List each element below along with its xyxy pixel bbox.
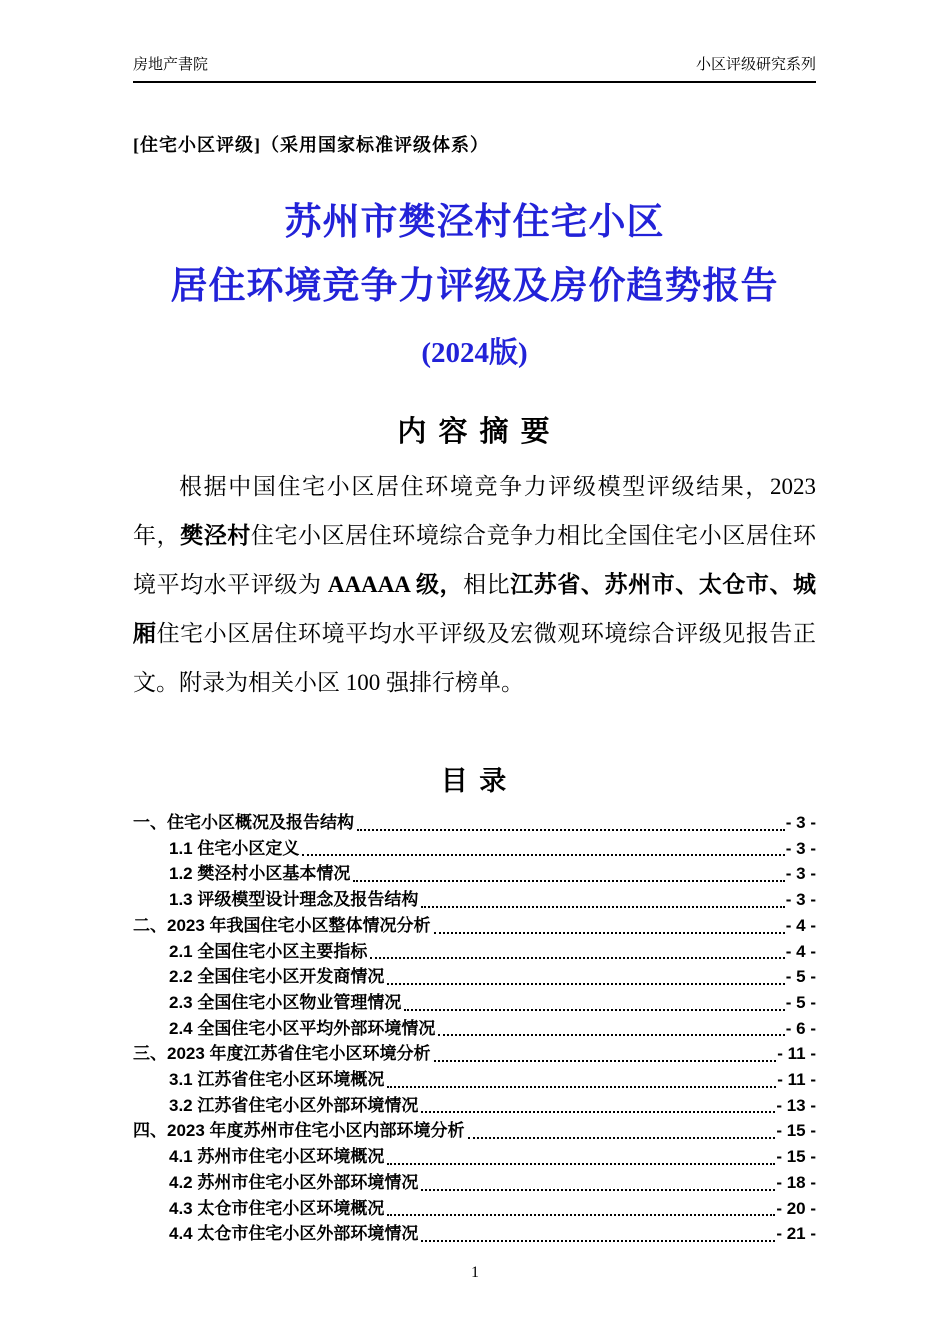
toc-entry-label: 4.1 苏州市住宅小区环境概况 (169, 1147, 385, 1167)
header-right-text: 小区评级研究系列 (695, 56, 816, 73)
header-rule (133, 81, 816, 83)
toc-entry-label: 一、住宅小区概况及报告结构 (133, 813, 354, 832)
report-title-edition: (2024版) (421, 337, 528, 369)
header-left-text: 房地产書院 (133, 56, 209, 73)
summary-segment: 根据中国住宅小区居住环境竞争力评级模型评级结果，2023 年， (133, 474, 816, 548)
toc-entry-label: 2.2 全国住宅小区开发商情况 (169, 967, 385, 987)
toc-list (133, 810, 816, 1247)
page-header (133, 0, 816, 75)
footer-page-number: 1 (471, 1264, 479, 1281)
summary-segment: AAAAA 级， (327, 572, 464, 597)
toc-entry[interactable] (133, 1118, 816, 1144)
toc-entry-label: 2.1 全国住宅小区主要指标 (169, 941, 368, 961)
toc-entry[interactable] (133, 1093, 816, 1119)
toc-entry-label: 1.1 住宅小区定义 (169, 838, 300, 858)
toc-entry-page-number: - 5 - (785, 992, 816, 1012)
toc-entry[interactable] (133, 1221, 816, 1247)
toc-entry-page-number: - 4 - (785, 941, 816, 961)
toc-entry[interactable] (133, 990, 816, 1016)
toc-entry-label: 4.4 太仓市住宅小区外部环境情况 (169, 1224, 419, 1244)
toc-entry-label: 4.3 太仓市住宅小区环境概况 (169, 1198, 385, 1218)
summary-segment: 相比 (463, 572, 511, 597)
toc-entry-page-number: - 11 - (777, 1044, 816, 1064)
toc-dot-leader (353, 880, 784, 882)
toc-entry-page-number: - 3 - (785, 838, 816, 858)
toc-dot-leader (387, 1163, 775, 1165)
toc-entry-label: 3.1 江苏省住宅小区环境概况 (169, 1070, 385, 1090)
toc-entry[interactable] (133, 1067, 816, 1093)
toc-entry[interactable] (133, 810, 816, 836)
toc-entry-page-number: - 15 - (776, 1121, 816, 1141)
toc-entry[interactable] (133, 861, 816, 887)
toc-dot-leader (302, 854, 784, 856)
toc-entry-page-number: - 15 - (776, 1147, 816, 1167)
toc-entry-page-number: - 18 - (776, 1172, 816, 1192)
toc-entry[interactable] (133, 1144, 816, 1170)
toc-dot-leader (438, 1034, 784, 1036)
toc-entry-label: 1.3 评级模型设计理念及报告结构 (169, 890, 419, 910)
toc-entry-label: 1.2 樊泾村小区基本情况 (169, 864, 351, 884)
report-title-line1: 苏州市樊泾村住宅小区 (284, 202, 665, 243)
toc-entry[interactable] (133, 913, 816, 939)
toc-entry-label: 3.2 江苏省住宅小区外部环境情况 (169, 1095, 419, 1115)
rating-system-subtitle: [住宅小区评级]（采用国家标准评级体系） (133, 135, 489, 155)
toc-entry-page-number: - 5 - (785, 967, 816, 987)
toc-dot-leader (387, 1214, 775, 1216)
toc-dot-leader (357, 829, 785, 831)
toc-dot-leader (387, 1086, 776, 1088)
toc-entry-label: 二、2023 年我国住宅小区整体情况分析 (133, 915, 431, 935)
toc-dot-leader (421, 1240, 775, 1242)
toc-entry[interactable] (133, 1016, 816, 1042)
toc-entry[interactable] (133, 1170, 816, 1196)
toc-entry-page-number: - 3 - (785, 864, 816, 884)
toc-entry[interactable] (133, 887, 816, 913)
toc-entry-label: 三、2023 年度江苏省住宅小区环境分析 (133, 1044, 431, 1064)
report-title-block (133, 201, 816, 371)
toc-dot-leader (468, 1137, 776, 1139)
toc-entry-page-number: - 3 - (785, 890, 816, 910)
summary-heading: 内 容 摘 要 (397, 416, 552, 448)
toc-entry-page-number: - 3 - (785, 813, 816, 832)
toc-entry-label: 2.4 全国住宅小区平均外部环境情况 (169, 1018, 436, 1038)
toc-dot-leader (434, 932, 785, 934)
summary-segment: 樊泾村 (180, 523, 251, 548)
toc-entry-label: 四、2023 年度苏州市住宅小区内部环境分析 (133, 1121, 465, 1141)
toc-dot-leader (421, 1111, 775, 1113)
toc-dot-leader (421, 906, 784, 908)
toc-heading: 目 录 (440, 766, 509, 796)
summary-segment: 住宅小区居住环境平均水平评级及宏微观环境综合评级见报告正文。附录为相关小区 100 强排行榜单。 (133, 621, 817, 695)
toc-dot-leader (421, 1189, 775, 1191)
summary-segment: 江苏省、苏州市、太仓市、城厢 (133, 572, 817, 646)
toc-entry-label: 4.2 苏州市住宅小区外部环境情况 (169, 1172, 419, 1192)
toc-dot-leader (404, 1009, 784, 1011)
toc-entry[interactable] (133, 939, 816, 965)
toc-dot-leader (370, 957, 784, 959)
toc-entry-label: 2.3 全国住宅小区物业管理情况 (169, 992, 402, 1012)
toc-dot-leader (434, 1060, 777, 1062)
toc-entry[interactable] (133, 964, 816, 990)
toc-entry-page-number: - 21 - (776, 1224, 816, 1244)
toc-entry[interactable] (133, 1041, 816, 1067)
toc-dot-leader (387, 983, 784, 985)
report-title-line2: 居住环境竞争力评级及房价趋势报告 (170, 266, 779, 307)
toc-entry[interactable] (133, 1196, 816, 1222)
toc-entry-page-number: - 6 - (785, 1018, 816, 1038)
toc-entry-page-number: - 11 - (777, 1070, 816, 1090)
summary-segment: 住宅小区居住环境综合竞争力相比全国住宅小区居住环境平均水平评级为 (133, 523, 817, 597)
toc-entry-page-number: - 13 - (776, 1095, 816, 1115)
toc-entry-page-number: - 20 - (776, 1198, 816, 1218)
toc-entry-page-number: - 4 - (785, 915, 816, 935)
summary-paragraph (133, 462, 816, 707)
toc-entry[interactable] (133, 836, 816, 862)
